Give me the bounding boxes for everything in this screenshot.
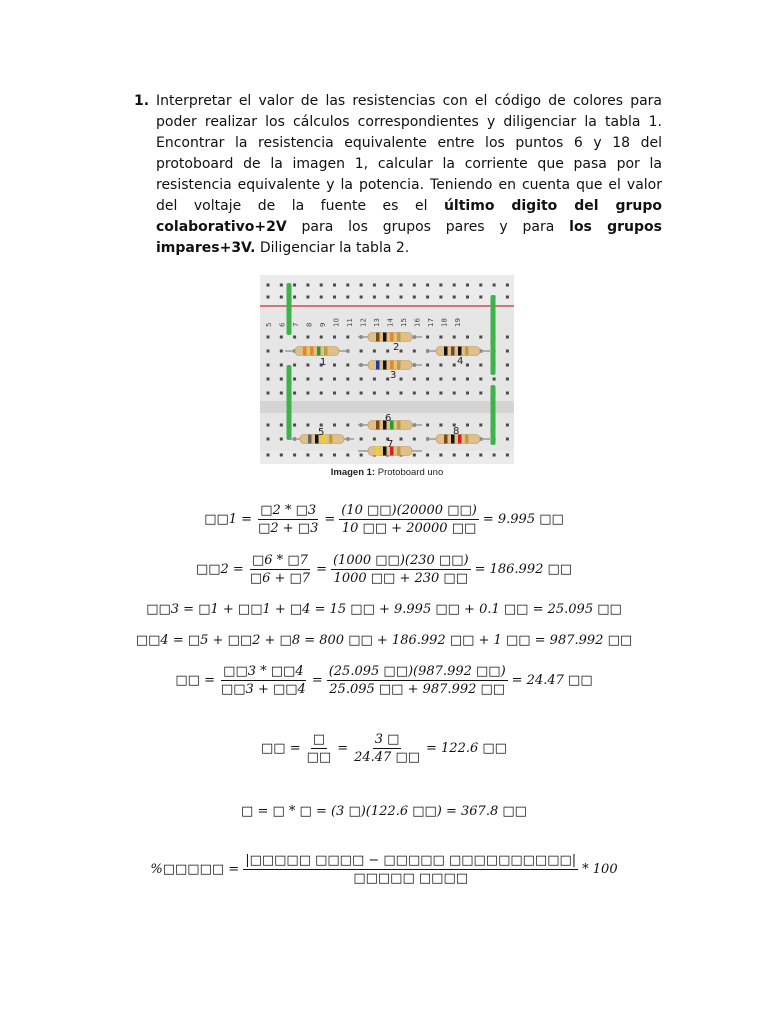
resistor-band	[390, 333, 394, 342]
resistor-band	[308, 435, 312, 444]
eq2-lhs: □□2 =	[195, 562, 244, 577]
eq5-den1: □□3 + □□4	[220, 682, 306, 697]
eq8-result: * 100	[582, 862, 618, 877]
column-number: 6	[278, 322, 287, 327]
breadboard-hole	[333, 378, 336, 381]
breadboard-hole	[506, 336, 509, 339]
breadboard-hole	[453, 364, 456, 367]
eq2-num1: □6 * □7	[252, 553, 308, 568]
breadboard-hole	[333, 336, 336, 339]
breadboard-hole	[493, 284, 496, 287]
resistor-band	[397, 447, 401, 456]
column-number: 16	[413, 318, 422, 327]
eq6-fraction-numeric	[352, 732, 422, 765]
breadboard-hole	[400, 378, 403, 381]
breadboard-hole	[280, 296, 283, 299]
eq1-fraction-numeric	[339, 503, 479, 536]
breadboard-hole	[466, 454, 469, 457]
item-number: 1.	[134, 93, 150, 109]
protoboard-figure	[260, 275, 514, 478]
resistor-label: 3	[390, 370, 397, 381]
column-number: 10	[332, 318, 341, 327]
breadboard-hole	[320, 454, 323, 457]
resistor-label: 5	[318, 427, 325, 438]
breadboard-hole	[439, 336, 442, 339]
jumper-wire	[491, 385, 496, 445]
breadboard-hole	[346, 284, 349, 287]
resistor-label: 1	[320, 357, 327, 368]
resistor-band	[376, 361, 380, 370]
breadboard-hole	[320, 336, 323, 339]
resistor-band	[317, 347, 321, 356]
eq1-den2: 10 □□ + 20000 □□	[341, 521, 477, 536]
breadboard-hole	[333, 454, 336, 457]
breadboard-hole	[479, 296, 482, 299]
equation-percent-error	[0, 853, 768, 886]
breadboard-hole	[479, 378, 482, 381]
breadboard-hole	[346, 296, 349, 299]
breadboard-hole	[466, 284, 469, 287]
breadboard-hole	[267, 296, 270, 299]
equation-req1	[0, 503, 768, 536]
eq6-result: = 122.6 □□	[426, 741, 507, 756]
breadboard-hole	[426, 424, 429, 427]
breadboard-hole	[413, 392, 416, 395]
column-number: 9	[319, 322, 327, 327]
breadboard-hole	[373, 392, 376, 395]
breadboard-hole	[373, 284, 376, 287]
eq2-den2: 1000 □□ + 230 □□	[333, 571, 468, 586]
breadboard-hole	[293, 392, 296, 395]
breadboard-hole	[373, 350, 376, 353]
breadboard-hole	[360, 454, 363, 457]
breadboard-hole	[293, 284, 296, 287]
column-number: 12	[359, 318, 368, 327]
breadboard-hole	[306, 392, 309, 395]
eq2-result: = 186.992 □□	[474, 562, 573, 577]
breadboard-hole	[346, 378, 349, 381]
breadboard-hole	[293, 296, 296, 299]
breadboard-hole	[426, 378, 429, 381]
breadboard-hole	[466, 378, 469, 381]
eq1-num1: □2 * □3	[260, 503, 317, 518]
breadboard-hole	[506, 350, 509, 353]
equation-req2	[0, 553, 768, 586]
eq6-den1: □□	[306, 750, 332, 765]
resistor-band	[303, 347, 307, 356]
eq5-lhs: □□ =	[175, 673, 215, 688]
breadboard-hole	[493, 378, 496, 381]
equation-current	[0, 732, 768, 765]
jumper-wire	[287, 283, 292, 335]
breadboard-hole	[267, 378, 270, 381]
resistor-band	[465, 347, 469, 356]
eq5-equals: =	[311, 673, 323, 688]
resistor-label: 8	[453, 426, 460, 437]
eq2-fraction-symbolic	[248, 553, 312, 586]
breadboard-hole	[346, 454, 349, 457]
breadboard-hole	[453, 454, 456, 457]
breadboard-hole	[386, 296, 389, 299]
protoboard-image	[260, 275, 514, 464]
breadboard-hole	[479, 336, 482, 339]
resistor-label: 4	[457, 356, 464, 367]
eq3-text: □□3 = □1 + □□1 + □4 = 15 □□ + 9.995 □□ + 0.1 □□ = 25.095 □□	[146, 602, 622, 617]
breadboard-hole	[439, 392, 442, 395]
equation-req3	[0, 602, 768, 617]
resistor-band	[397, 361, 401, 370]
breadboard-hole	[479, 364, 482, 367]
column-number: 19	[454, 318, 462, 327]
breadboard-hole	[453, 336, 456, 339]
breadboard-hole	[479, 424, 482, 427]
breadboard-hole	[360, 350, 363, 353]
breadboard-hole	[426, 284, 429, 287]
resistor-band	[390, 361, 394, 370]
eq2-fraction-numeric	[331, 553, 471, 586]
breadboard-hole	[386, 350, 389, 353]
breadboard-hole	[320, 378, 323, 381]
breadboard-hole	[280, 438, 283, 441]
breadboard-hole	[306, 364, 309, 367]
column-number: 5	[265, 322, 273, 327]
breadboard-hole	[439, 424, 442, 427]
breadboard-hole	[333, 392, 336, 395]
eq2-equals: =	[316, 562, 327, 577]
eq1-result: = 9.995 □□	[482, 512, 564, 527]
resistor-band	[465, 435, 469, 444]
eq8-lhs: %□□□□□ =	[150, 862, 240, 877]
instruction-text-3: Diligenciar la tabla 2.	[255, 240, 410, 256]
center-channel	[260, 401, 514, 413]
breadboard-hole	[280, 336, 283, 339]
eq2-num2: (1000 □□)(230 □□)	[332, 553, 469, 568]
breadboard-hole	[413, 350, 416, 353]
breadboard-hole	[400, 350, 403, 353]
breadboard-hole	[320, 392, 323, 395]
breadboard-hole	[439, 364, 442, 367]
caption-text: Protoboard uno	[375, 467, 444, 478]
breadboard-hole	[386, 378, 389, 381]
breadboard-hole	[280, 284, 283, 287]
breadboard-hole	[466, 364, 469, 367]
breadboard-hole	[333, 364, 336, 367]
eq6-lhs: □□ =	[261, 741, 301, 756]
breadboard-hole	[466, 392, 469, 395]
jumper-wire	[491, 295, 496, 375]
breadboard-hole	[439, 296, 442, 299]
breadboard-hole	[453, 392, 456, 395]
breadboard-hole	[453, 296, 456, 299]
caption-label: Imagen 1:	[330, 467, 376, 478]
eq1-equals: =	[324, 512, 336, 527]
eq5-result: = 24.47 □□	[511, 673, 593, 688]
breadboard-hole	[280, 364, 283, 367]
breadboard-hole	[413, 454, 416, 457]
breadboard-hole	[400, 438, 403, 441]
eq5-den2: 25.095 □□ + 987.992 □□	[329, 682, 506, 697]
column-number: 8	[305, 322, 314, 327]
eq5-fraction-symbolic	[219, 664, 308, 697]
breadboard-hole	[426, 454, 429, 457]
breadboard-hole	[506, 438, 509, 441]
eq8-num: |□□□□□ □□□□ − □□□□□ □□□□□□□□□□|	[245, 853, 577, 868]
breadboard-hole	[346, 364, 349, 367]
column-number: 15	[400, 318, 408, 327]
breadboard-hole	[293, 424, 296, 427]
column-number: 14	[386, 318, 395, 327]
resistor-band	[458, 347, 462, 356]
breadboard-hole	[293, 364, 296, 367]
resistor-band	[383, 361, 387, 370]
breadboard-hole	[426, 364, 429, 367]
breadboard-hole	[360, 438, 363, 441]
resistor-band	[451, 347, 455, 356]
breadboard-hole	[386, 392, 389, 395]
breadboard-hole	[373, 378, 376, 381]
column-number: 13	[373, 318, 381, 327]
eq1-lhs: □□1 =	[204, 512, 253, 527]
resistor-band	[324, 347, 328, 356]
column-number: 7	[292, 322, 300, 327]
resistor-band	[444, 435, 448, 444]
breadboard-hole	[506, 378, 509, 381]
resistor-label: 7	[387, 439, 394, 450]
resistor-band	[376, 421, 380, 430]
breadboard-hole	[400, 296, 403, 299]
breadboard-hole	[493, 454, 496, 457]
instruction-text-2: para los grupos pares y para	[286, 219, 570, 235]
breadboard-hole	[267, 392, 270, 395]
eq1-fraction-symbolic	[256, 503, 320, 536]
breadboard-hole	[400, 392, 403, 395]
breadboard-hole	[267, 336, 270, 339]
breadboard-hole	[267, 454, 270, 457]
breadboard-hole	[413, 284, 416, 287]
resistor-label: 2	[393, 342, 400, 353]
resistor-band	[383, 447, 387, 456]
breadboard-hole	[306, 378, 309, 381]
eq5-num2: (25.095 □□)(987.992 □□)	[328, 664, 506, 679]
breadboard-hole	[280, 392, 283, 395]
breadboard-hole	[400, 284, 403, 287]
breadboard-hole	[439, 284, 442, 287]
breadboard-hole	[479, 454, 482, 457]
breadboard-hole	[439, 454, 442, 457]
breadboard-hole	[373, 296, 376, 299]
breadboard-hole	[320, 284, 323, 287]
eq8-fraction	[243, 853, 578, 886]
figure-caption	[260, 467, 514, 478]
breadboard-hole	[267, 364, 270, 367]
breadboard-hole	[413, 296, 416, 299]
resistor-band	[376, 333, 380, 342]
breadboard-hole	[360, 392, 363, 395]
breadboard-hole	[333, 284, 336, 287]
breadboard-hole	[413, 438, 416, 441]
breadboard-hole	[280, 378, 283, 381]
breadboard-hole	[320, 296, 323, 299]
breadboard-hole	[479, 284, 482, 287]
resistor-band	[397, 333, 401, 342]
breadboard-hole	[293, 336, 296, 339]
breadboard-hole	[360, 296, 363, 299]
breadboard-hole	[466, 296, 469, 299]
breadboard-hole	[506, 364, 509, 367]
breadboard-hole	[426, 336, 429, 339]
breadboard-hole	[346, 336, 349, 339]
breadboard-hole	[267, 424, 270, 427]
breadboard-hole	[306, 454, 309, 457]
instruction-bold-2: los grupos impares+3V.	[156, 219, 662, 256]
breadboard-hole	[506, 454, 509, 457]
resistor-band	[383, 333, 387, 342]
breadboard-hole	[306, 284, 309, 287]
breadboard-hole	[360, 378, 363, 381]
resistor-band	[376, 447, 380, 456]
breadboard-hole	[267, 438, 270, 441]
resistor-band	[444, 347, 448, 356]
top-power-rail	[260, 275, 514, 305]
breadboard-hole	[453, 378, 456, 381]
breadboard-hole	[346, 424, 349, 427]
breadboard-hole	[506, 284, 509, 287]
breadboard-hole	[267, 284, 270, 287]
instruction-text-1: Interpretar el valor de las resistencias con el código de colores para poder realizar los cálculos correspondientes y diligenciar la tabla 1. Encontrar la resistencia equivalente entre los puntos 6 y 18 del protoboard de la imagen 1, calcular la corriente que pasa por la resistencia equivalente y la potencia. Teniendo en cuenta que el valor del voltaje de la fuente es el	[156, 93, 662, 214]
instruction-paragraph	[156, 91, 662, 259]
eq5-fraction-numeric	[327, 664, 508, 697]
instruction-bold-1: último digito del grupo colaborativo+2V	[156, 198, 662, 235]
breadboard-hole	[267, 350, 270, 353]
resistor-band	[329, 435, 333, 444]
breadboard-hole	[280, 350, 283, 353]
breadboard-hole	[426, 296, 429, 299]
eq1-den1: □2 + □3	[258, 521, 319, 536]
breadboard-hole	[479, 392, 482, 395]
breadboard-hole	[373, 438, 376, 441]
eq4-text: □□4 = □5 + □□2 + □8 = 800 □□ + 186.992 □□ + 1 □□ = 987.992 □□	[135, 633, 633, 648]
eq6-num1: □	[312, 732, 326, 747]
breadboard-hole	[280, 424, 283, 427]
breadboard-hole	[306, 296, 309, 299]
eq2-den1: □6 + □7	[249, 571, 311, 586]
resistor-band	[397, 421, 401, 430]
breadboard-hole	[506, 296, 509, 299]
eq7-text: □ = □ * □ = (3 □)(122.6 □□) = 367.8 □□	[241, 804, 527, 819]
breadboard-hole	[386, 284, 389, 287]
breadboard-hole	[293, 454, 296, 457]
breadboard-hole	[413, 378, 416, 381]
breadboard-hole	[439, 378, 442, 381]
eq6-num2: 3 □	[374, 732, 400, 747]
breadboard-hole	[306, 336, 309, 339]
breadboard-hole	[360, 284, 363, 287]
breadboard-hole	[466, 424, 469, 427]
breadboard-hole	[466, 336, 469, 339]
equation-power	[0, 804, 768, 819]
breadboard-hole	[280, 454, 283, 457]
equation-req-total	[0, 664, 768, 697]
breadboard-hole	[506, 392, 509, 395]
breadboard-hole	[506, 424, 509, 427]
breadboard-hole	[306, 424, 309, 427]
column-number: 17	[427, 318, 435, 327]
eq1-num2: (10 □□)(20000 □□)	[341, 503, 477, 518]
eq6-equals: =	[337, 741, 349, 756]
equation-req4	[0, 633, 768, 648]
column-number: 18	[440, 318, 449, 327]
breadboard-hole	[426, 392, 429, 395]
breadboard-hole	[346, 392, 349, 395]
jumper-wire	[287, 365, 292, 440]
eq5-num1: □□3 * □□4	[223, 664, 304, 679]
breadboard-hole	[293, 378, 296, 381]
resistor-band	[310, 347, 314, 356]
eq6-fraction-symbolic	[305, 732, 334, 765]
eq8-den: □□□□□ □□□□	[353, 871, 469, 886]
resistor-label: 6	[385, 413, 392, 424]
breadboard-hole	[333, 424, 336, 427]
column-number: 11	[346, 318, 354, 327]
breadboard-hole	[333, 296, 336, 299]
breadboard-hole	[453, 284, 456, 287]
eq6-den2: 24.47 □□	[354, 750, 421, 765]
